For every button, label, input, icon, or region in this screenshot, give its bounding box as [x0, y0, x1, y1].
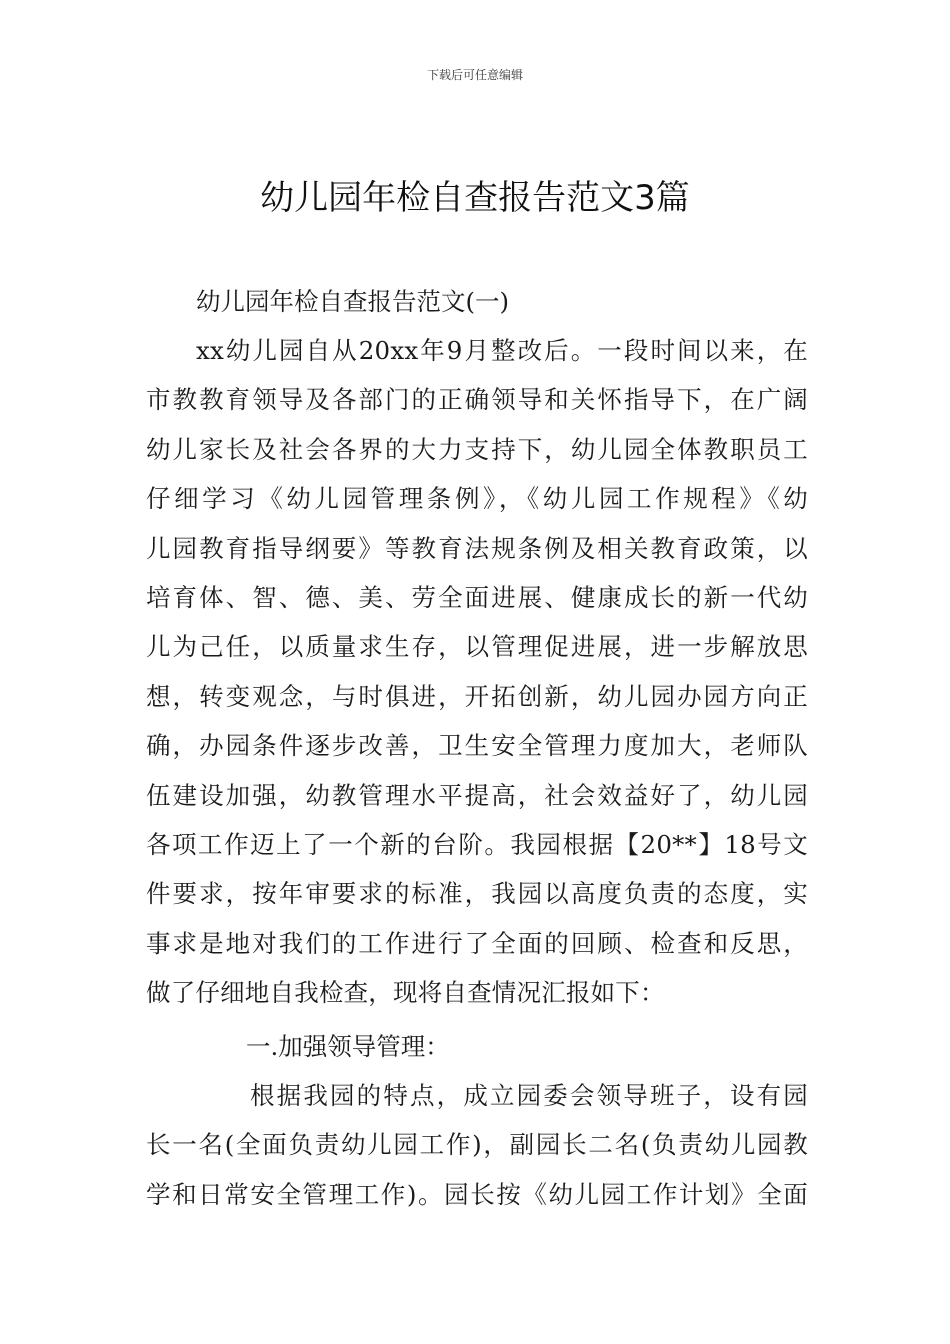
paragraph-line: 儿园教育指导纲要》等教育法规条例及相关教育政策，以	[146, 533, 808, 563]
document-subtitle: 幼儿园年检自查报告范文(一)	[196, 287, 510, 316]
paragraph-line: 伍建设加强，幼教管理水平提高，社会效益好了，幼儿园	[146, 780, 808, 810]
paragraph-line: 各项工作迈上了一个新的台阶。我园根据【20**】18号文	[146, 829, 808, 859]
paragraph-line: 想，转变观念，与时俱进，开拓创新，幼儿园办园方向正	[146, 681, 808, 711]
paragraph-line: xx幼儿园自从20xx年9月整改后。一段时间以来，在	[196, 336, 808, 365]
paragraph-line: 根据我园的特点，成立园委会领导班子，设有园	[250, 1081, 808, 1110]
paragraph-2	[146, 1071, 808, 1219]
paragraph-line: 幼儿家长及社会各界的大力支持下，幼儿园全体教职员工	[146, 434, 808, 464]
paragraph-line: 培育体、智、德、美、劳全面进展、健康成长的新一代幼	[146, 582, 808, 612]
paragraph-line: 学和日常安全管理工作)。园长按《幼儿园工作计划》全面	[146, 1179, 808, 1209]
paragraph-line: 确，办园条件逐步改善，卫生安全管理力度加大，老师队	[146, 731, 808, 761]
header-note: 下载后可任意编辑	[426, 68, 523, 82]
paragraph-line: 仔细学习《幼儿园管理条例》，《幼儿园工作规程》《幼	[146, 484, 808, 514]
paragraph-line: 长一名(全面负责幼儿园工作)，副园长二名(负责幼儿园教	[146, 1130, 808, 1160]
paragraph-line: 件要求，按年审要求的标准，我园以高度负责的态度，实	[146, 879, 808, 909]
paragraph-line: 儿为己任，以质量求生存，以管理促进展，进一步解放思	[146, 632, 808, 662]
paragraph-1	[146, 326, 808, 1017]
paragraph-line: 做了仔细地自我检查，现将自查情况汇报如下：	[146, 978, 665, 1008]
document-title: 幼儿园年检自查报告范文3篇	[260, 178, 690, 218]
paragraph-line: 事求是地对我们的工作进行了全面的回顾、检查和反思，	[146, 928, 808, 958]
paragraph-line: 市教教育领导及各部门的正确领导和关怀指导下，在广阔	[146, 385, 808, 415]
section-heading: 一.加强领导管理：	[246, 1032, 450, 1061]
